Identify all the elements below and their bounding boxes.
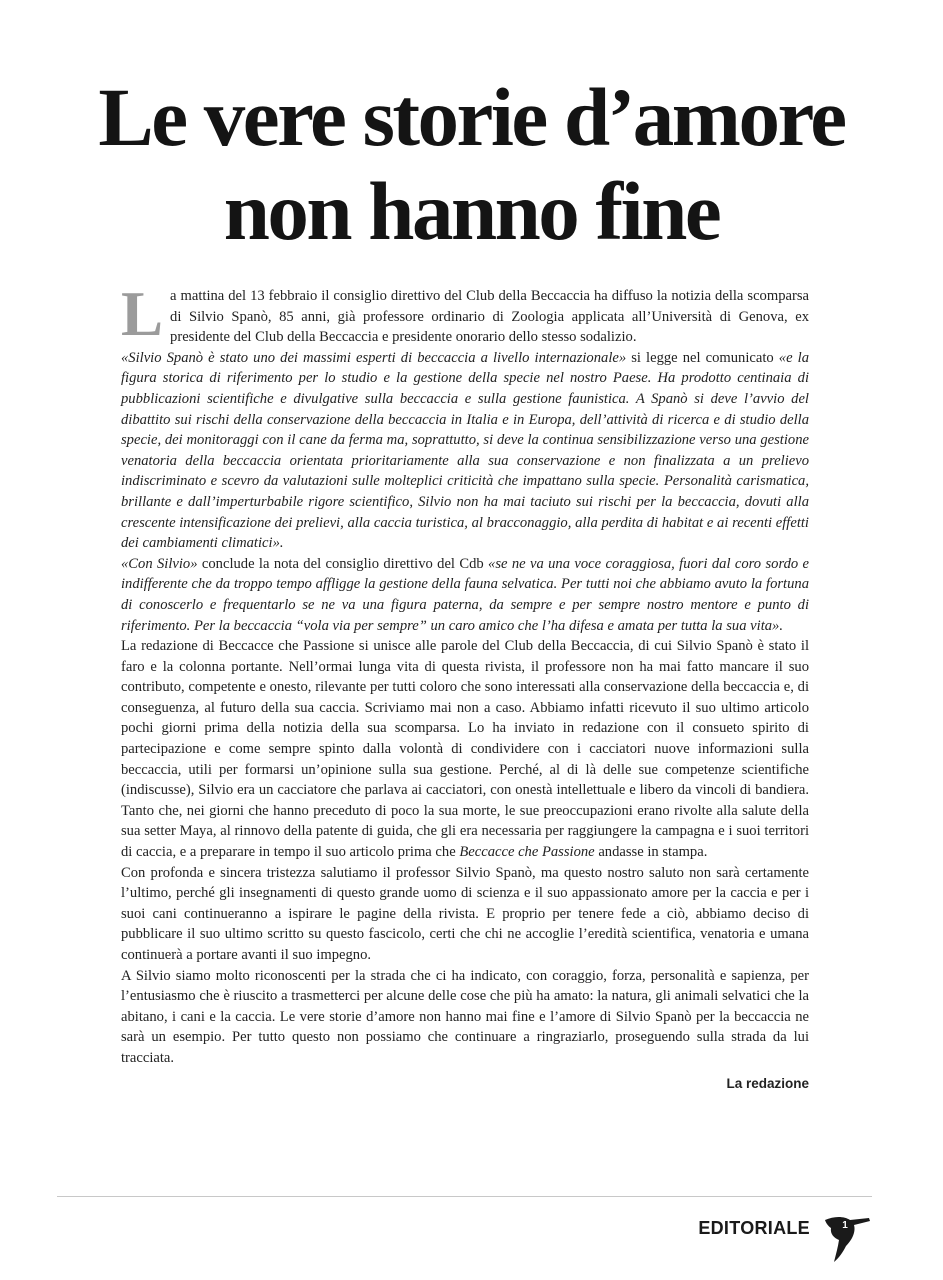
footer-divider [57, 1196, 872, 1197]
page-title [60, 70, 883, 258]
quote: «Con Silvio» [121, 555, 198, 572]
title-line-2: non hanno fine [223, 165, 720, 257]
paragraph-text: si legge nel comunicato [626, 349, 779, 366]
magazine-name: Beccacce che Passione [459, 844, 595, 861]
woodcock-bird-icon [822, 1210, 872, 1265]
paragraph-1 [121, 279, 809, 349]
drop-cap: L [121, 279, 164, 349]
paragraph-4 [121, 636, 809, 863]
quote: «e la figura storica di riferimento per lo studio e la gestione della specie nel nostro Paese. Ha prodotto centinaia di pubblicazioni scientifiche e divulgative sulla beccaccia e sulla gestione faunistica. A Spanò si deve l’avvio del dibattito sui rischi della conservazione della beccaccia in Italia e in Europa, dell’attività di ricerca e di studio della specie, dei monitoraggi con il cane da ferma ma, soprattutto, si deve la continua sensibilizzazione verso una gestione venatoria della beccaccia orientata prioritariamente alla sua conservazione e non finalizzata a un prelievo indiscriminato e scevro da valutazioni sulle molteplici criticità che impattano sulla specie. Personalità carismatica, brillante e dall’imperturbabile rigore scientifico, Silvio non ha mai taciuto sui rischi per la beccaccia, dovuti alla crescente intensificazione dei prelievi, alla caccia turistica, al bracconaggio, alla perdita di habitat e ai recenti effetti dei cambiamenti climatici». [121, 349, 809, 552]
signature: La redazione [726, 1075, 809, 1091]
paragraph-6: A Silvio siamo molto riconoscenti per la strada che ci ha indicato, con coraggio, forza, personalità e sapienza, per l’entusiasmo che è riuscito a trasmetterci per alcune delle cose che più ha amato: la natura, gli animali selvatici che la abitano, i cani e la caccia. Le vere storie d’amore non hanno mai fine e l’amore di Silvio Spanò per la beccaccia ne sarà un esempio. Per tutto questo non possiamo che continuare a ringraziarlo, proseguendo sulla strada da lui tracciata. [121, 967, 809, 1066]
paragraph-2 [121, 348, 809, 554]
paragraph-text: andasse in stampa. [594, 844, 708, 861]
paragraph-text: La redazione di Beccacce che Passione si unisce alle parole del Club della Beccaccia, di cui Silvio Spanò è stato il faro e la colonna portante. Nell’ormai lunga vita di questa rivista, il professore non ha mai fatto mancare il suo contributo, competente e onesto, rilevante per tutti coloro che sono interessati alla conservazione della beccaccia e, di conseguenza, al futuro della sua caccia. Scriviamo mai non a caso. Abbiamo infatti ricevuto il suo ultimo articolo pochi giorni prima della notizia della sua scomparsa. Lo ha inviato in redazione con il consueto spirito di partecipazione e come sempre spinto dalla volontà di condividere con i cacciatori nuove informazioni sulla beccaccia, utili per formarsi un’opinione sulla sua gestione. Perché, al di là delle sue competenze scientifiche (indiscusse), Silvio era un cacciatore che parlava ai cacciatori, con onestà intellettuale e libero da vincoli di bandiera. Tanto che, nei giorni che hanno preceduto di poco la sua morte, le sue preoccupazioni erano rivolte alla salute della sua setter Maya, al rinnovo della patente di guida, che gli era necessaria per raggiungere la campagna e i suoi territori di caccia, e a preparare in tempo il suo articolo prima che [121, 638, 809, 861]
article-body [121, 279, 810, 1094]
title-line-1: Le vere storie d’amore [98, 71, 845, 163]
quote: «se ne va una voce coraggiosa, fuori dal coro sordo e indifferente che da troppo tempo affligge la gestione della fauna selvatica. Per tutti noi che abbiamo avuto la fortuna di conoscerlo e frequentarlo se ne va una figura paterna, da sempre e per sempre nostro mentore e punto di riferimento. Per la beccaccia “vola via per sempre” un caro amico che l’ha difesa e amata per tutta la sua vita». [121, 555, 810, 634]
paragraph-text: conclude la nota del consiglio direttivo del Cdb [197, 555, 489, 572]
paragraph-3 [121, 554, 809, 636]
section-label: EDITORIALE [698, 1218, 810, 1238]
quote: «Silvio Spanò è stato uno dei massimi esperti di beccaccia a livello internazionale» [121, 349, 627, 366]
paragraph-1-text: a mattina del 13 febbraio il consiglio direttivo del Club della Beccaccia ha diffuso la notizia della scomparsa di Silvio Spanò, 85 anni, già professore ordinario di Zoologia applicata all’Università di Genova, ex presidente del Club della Beccaccia e presidente onorario dello stesso sodalizio. [170, 288, 809, 346]
paragraph-5: Con profonda e sincera tristezza salutiamo il professor Silvio Spanò, ma questo nostro saluto non sarà certamente l’ultimo, perché gli insegnamenti di questo grande uomo di scienza e il suo appassionato amore per la caccia e per i suoi cani continueranno a ispirare le pagine della rivista. E proprio per tenere fede a ciò, abbiamo deciso di pubblicare il suo ultimo scritto su questo fascicolo, certi che chi ne accoglie l’eredità scientifica, venatoria e umana continuerà a portare avanti il suo impegno. [121, 864, 809, 963]
page-number: 1 [842, 1220, 848, 1231]
